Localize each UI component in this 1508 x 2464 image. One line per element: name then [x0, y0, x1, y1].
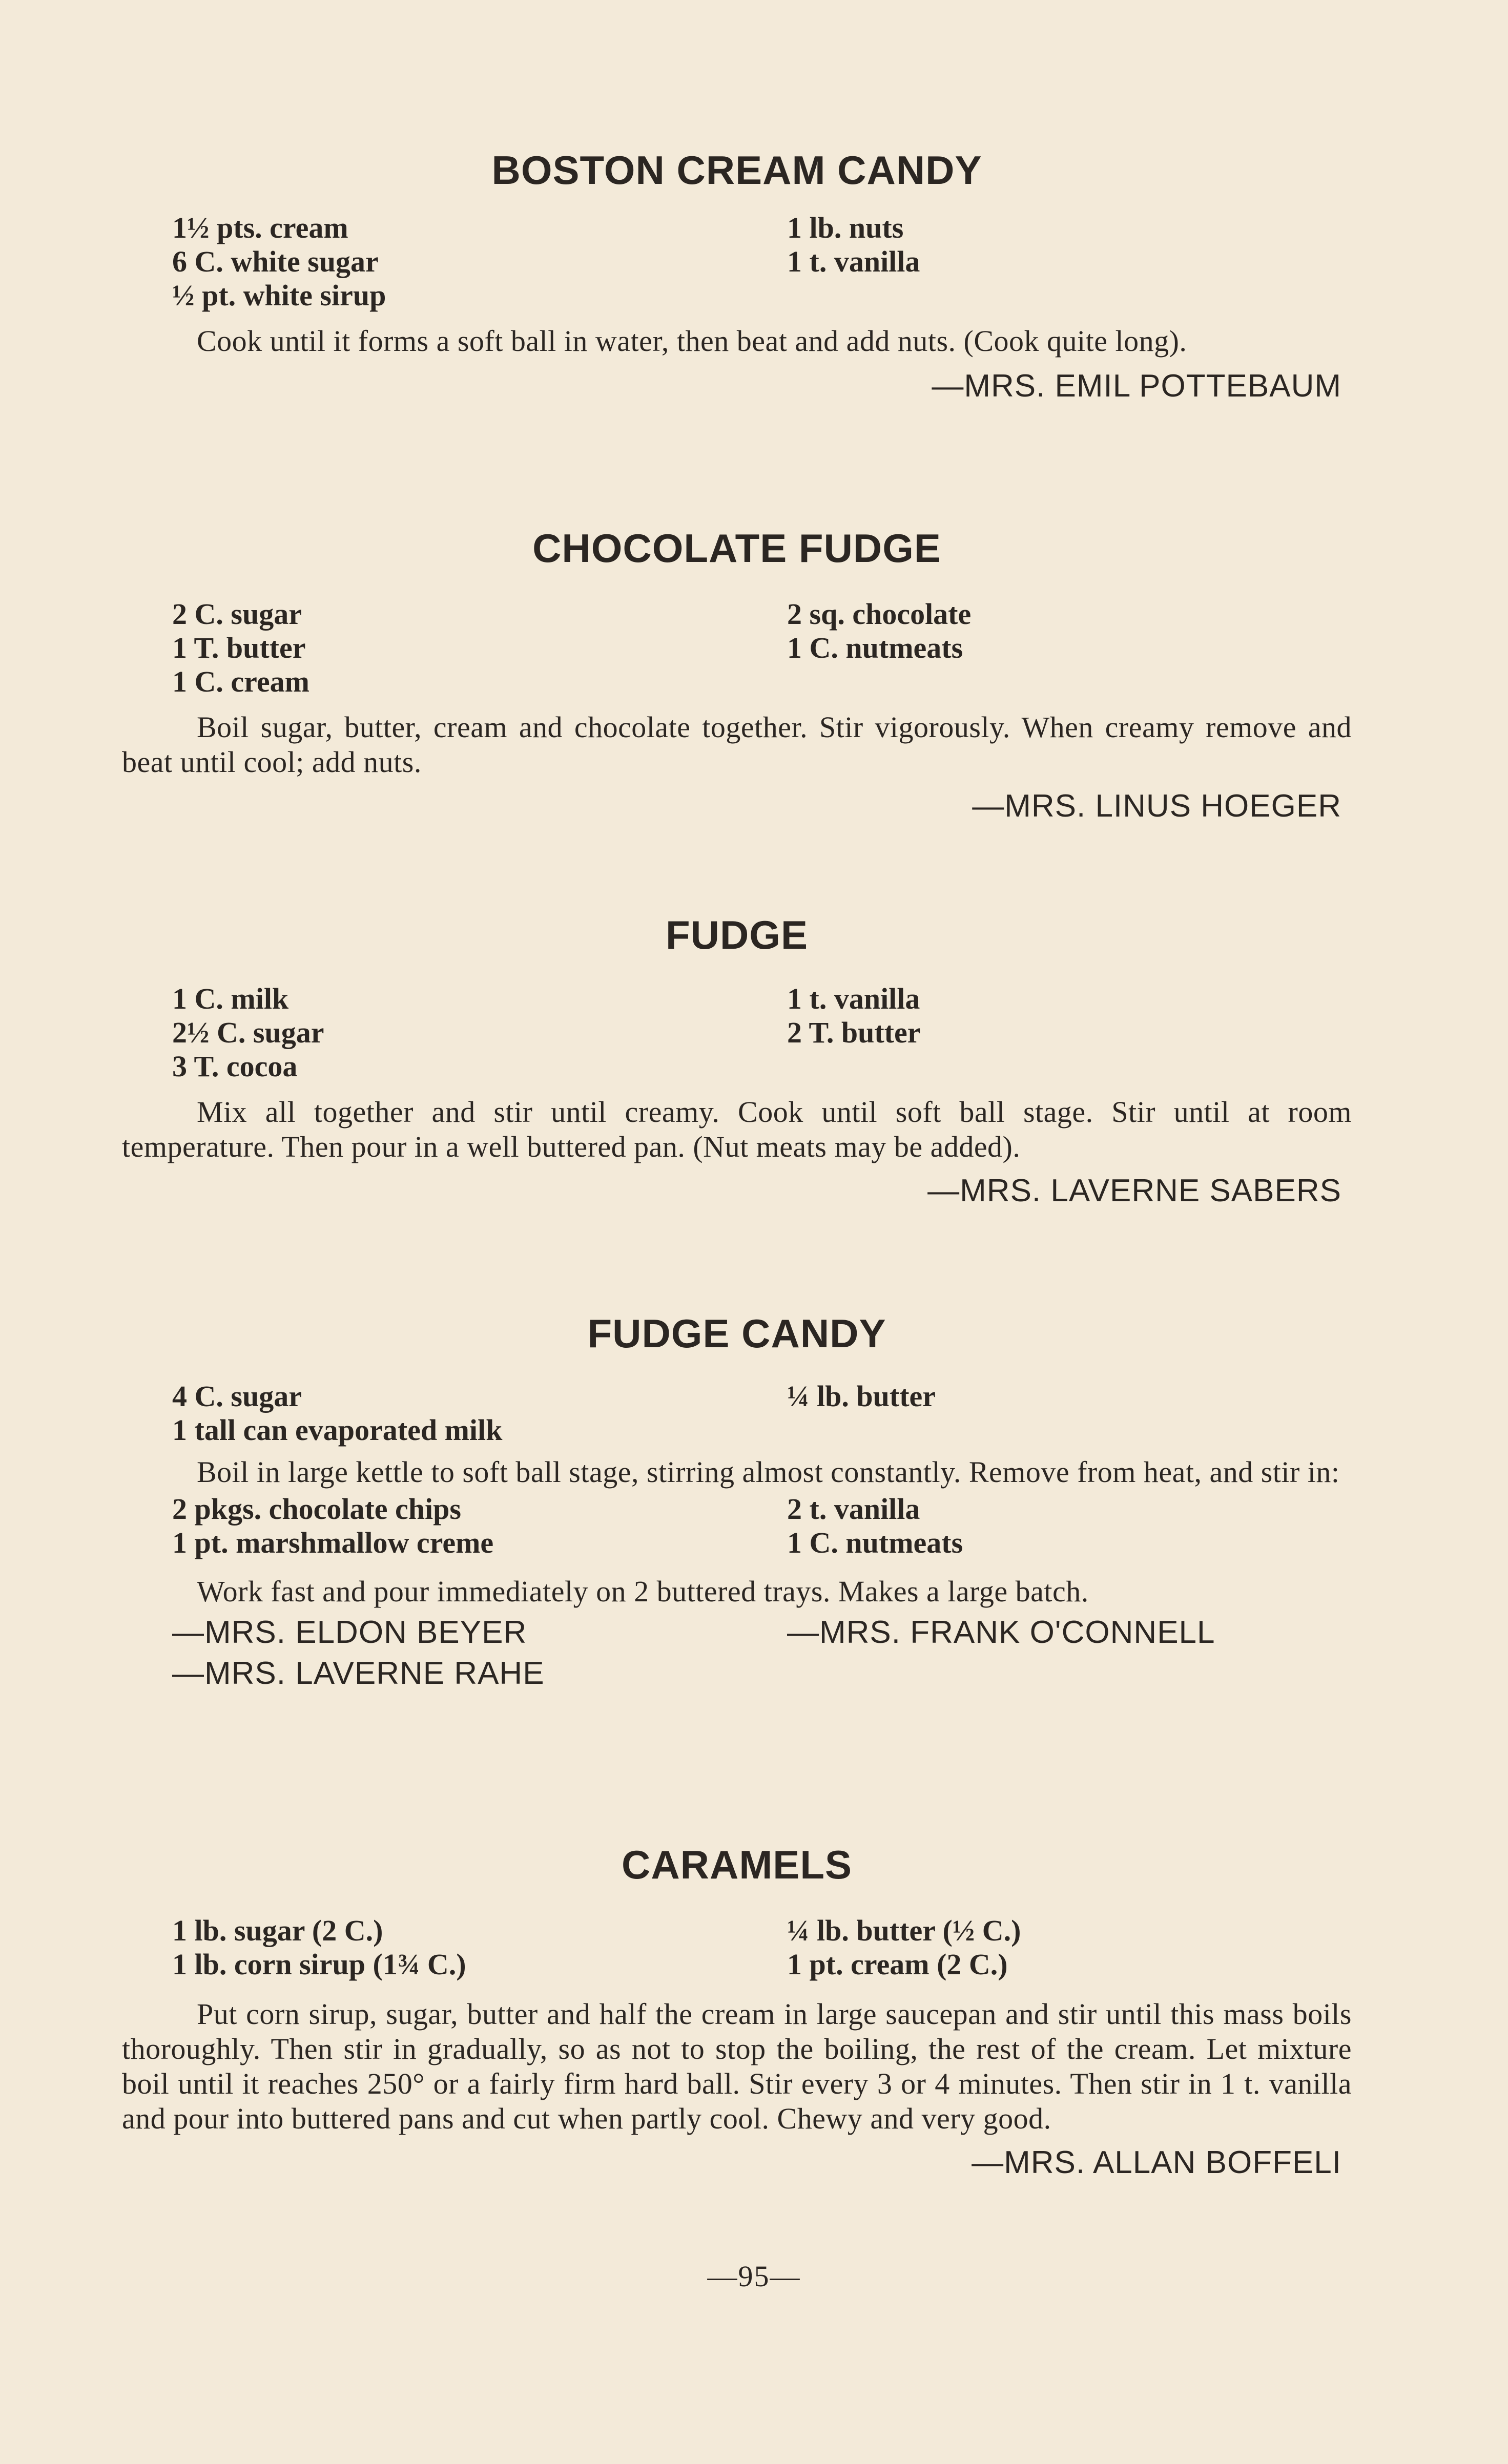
ingredient: 1 T. butter: [172, 631, 306, 664]
ingredient-list: [172, 982, 1352, 1083]
recipe-title: FUDGE: [666, 912, 808, 957]
recipe-credit: —MRS. EMIL POTTEBAUM: [932, 368, 1341, 404]
ingredient: 2½ C. sugar: [172, 1016, 324, 1049]
recipe-fudge: [122, 909, 1352, 1212]
ingredient: ½ pt. white sirup: [172, 279, 386, 312]
ingredient-list: [172, 211, 1352, 312]
recipe-title: CHOCOLATE FUDGE: [532, 526, 941, 571]
ingredient-column-left: [172, 982, 787, 1083]
recipe-instructions: Boil sugar, butter, cream and chocolate together. Stir vigorously. When creamy remove and beat until cool; add nuts.: [122, 711, 1352, 779]
ingredient-column-left: [172, 1914, 787, 1981]
ingredient: 4 C. sugar: [172, 1380, 302, 1413]
ingredient-column-right: [787, 597, 1402, 699]
recipe-instructions: Cook until it forms a soft ball in water, then beat and add nuts. (Cook quite long).: [197, 324, 1187, 358]
ingredient: 2 t. vanilla: [787, 1492, 920, 1526]
ingredient-list: [172, 1380, 1352, 1447]
ingredient: 1 C. nutmeats: [787, 631, 963, 664]
ingredient-column-right: [787, 1492, 1402, 1560]
ingredient: 1 t. vanilla: [787, 245, 920, 278]
recipe-instructions: Boil in large kettle to soft ball stage, stirring almost constantly. Remove from heat, and stir in:: [197, 1455, 1340, 1489]
ingredient-column-left: [172, 1492, 787, 1560]
ingredient: 3 T. cocoa: [172, 1050, 298, 1083]
ingredient-column-right: [787, 1380, 1402, 1447]
recipe-chocolate-fudge: [122, 523, 1352, 827]
ingredient: 1 t. vanilla: [787, 982, 920, 1015]
recipe-title: FUDGE CANDY: [587, 1311, 886, 1356]
ingredient: 1 lb. sugar (2 C.): [172, 1914, 383, 1947]
recipe-credit: —MRS. FRANK O'CONNELL: [787, 1615, 1215, 1650]
ingredient: 1 pt. cream (2 C.): [787, 1948, 1008, 1981]
ingredient: 2 T. butter: [787, 1016, 921, 1049]
ingredient-column-right: [787, 982, 1402, 1083]
ingredient: 1 C. milk: [172, 982, 289, 1015]
ingredient-column-right: [787, 211, 1402, 312]
recipe-title: BOSTON CREAM CANDY: [491, 148, 982, 193]
ingredient: ¼ lb. butter (½ C.): [787, 1914, 1021, 1947]
ingredient-column-left: [172, 211, 787, 312]
ingredient: 1 lb. corn sirup (1¾ C.): [172, 1948, 466, 1981]
ingredient: 2 pkgs. chocolate chips: [172, 1492, 461, 1526]
ingredient-list-secondary: [172, 1492, 1352, 1560]
page-number: —95—: [707, 2260, 801, 2293]
recipe-instructions-secondary: Work fast and pour immediately on 2 buttered trays. Makes a large batch.: [197, 1575, 1089, 1608]
ingredient: 2 sq. chocolate: [787, 597, 972, 631]
ingredient: 1 lb. nuts: [787, 211, 904, 244]
ingredient: 1 C. nutmeats: [787, 1526, 963, 1559]
recipe-credit: —MRS. LAVERNE RAHE: [172, 1656, 545, 1691]
recipe-credits: [172, 1612, 1352, 1694]
recipe-instructions: Put corn sirup, sugar, butter and half the cream in large saucepan and stir until this mass boils thoroughly. Then stir in gradually, so as not to stop the boiling, the rest of the cream. Let mixture boil until it reaches 250° or a fairly firm hard ball. Stir every 3 or 4 minutes. Then stir in 1 t. vanilla and pour into buttered pans and cut when partly cool. Chewy and very good.: [122, 1997, 1352, 2135]
recipe-fudge-candy: [122, 1308, 1352, 1694]
ingredient-column-right: [787, 1914, 1402, 1981]
recipe-credit: —MRS. ALLAN BOFFELI: [972, 2145, 1341, 2180]
recipe-caramels: [122, 1839, 1352, 2183]
ingredient: ¼ lb. butter: [787, 1380, 936, 1413]
ingredient: 6 C. white sugar: [172, 245, 379, 278]
ingredient: 1 pt. marshmallow creme: [172, 1526, 494, 1559]
recipe-credit: —MRS. LAVERNE SABERS: [927, 1173, 1341, 1208]
ingredient: 1 C. cream: [172, 665, 309, 698]
ingredient: 1½ pts. cream: [172, 211, 348, 244]
ingredient: 1 tall can evaporated milk: [172, 1413, 503, 1447]
recipe-boston-cream-candy: [122, 144, 1352, 407]
ingredient: 2 C. sugar: [172, 597, 302, 631]
recipe-instructions: Mix all together and stir until creamy. Cook until soft ball stage. Stir until at room temperature. Then pour in a well buttered pan. (Nut meats may be added).: [122, 1095, 1352, 1163]
recipe-credit: —MRS. LINUS HOEGER: [972, 788, 1341, 824]
ingredient-list: [172, 597, 1352, 699]
ingredient-column-left: [172, 1380, 787, 1447]
recipe-credit: —MRS. ELDON BEYER: [172, 1615, 527, 1650]
recipe-title: CARAMELS: [622, 1842, 852, 1887]
ingredient-column-left: [172, 597, 787, 699]
ingredient-list: [172, 1914, 1352, 1981]
